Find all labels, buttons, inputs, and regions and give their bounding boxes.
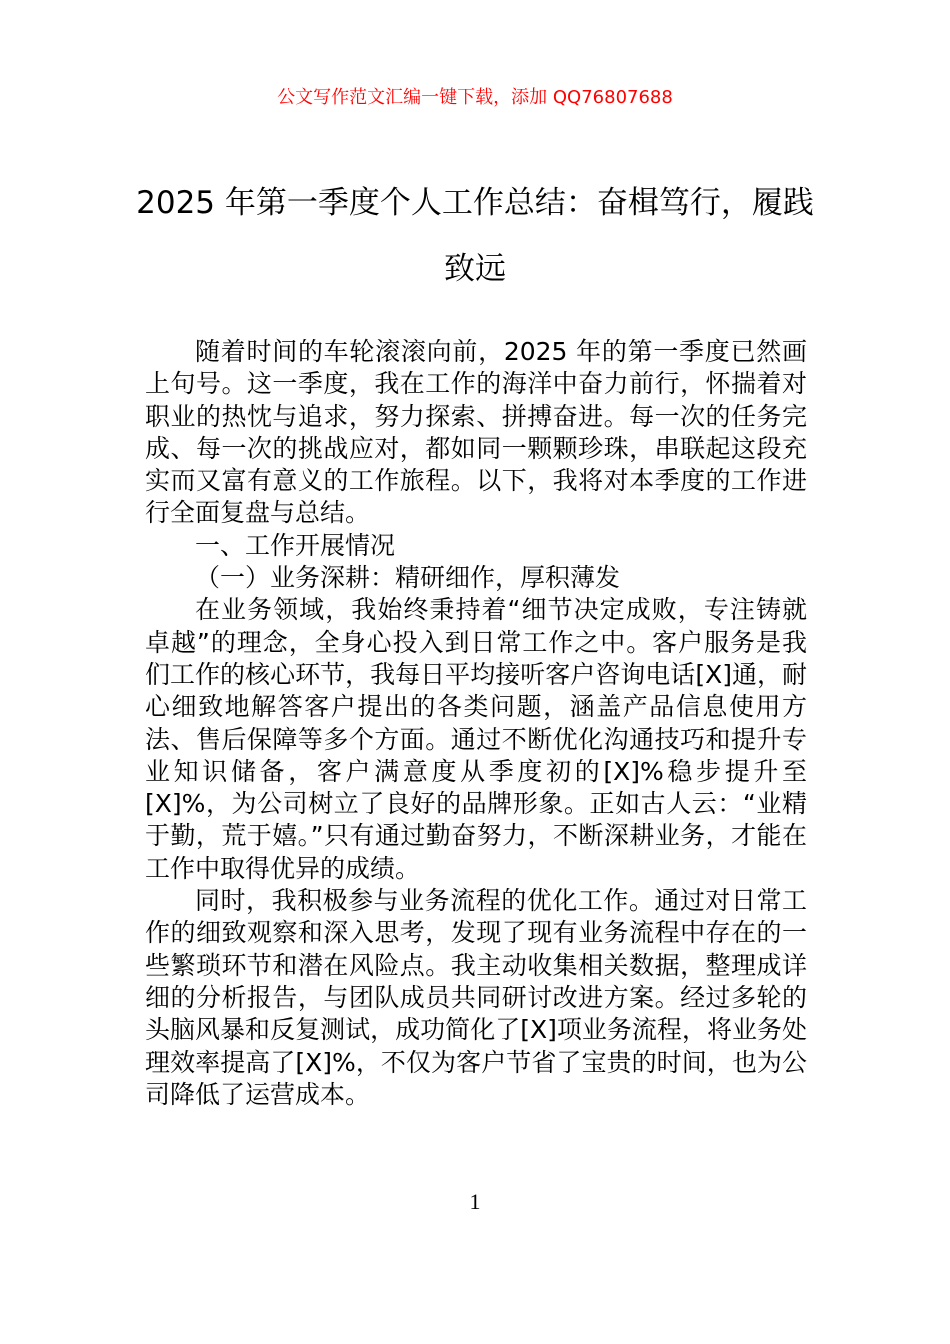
page-number: 1 (469, 1189, 481, 1214)
subsection-heading: （一）业务深耕：精研细作，厚积薄发 (195, 563, 621, 593)
section-heading: 一、工作开展情况 (195, 530, 396, 560)
intro-paragraph: 随着时间的车轮滚滚向前，2025 年的第一季度已然画上句号。这一季度，我在工作的海洋中奋力前行，怀揣着对职业的热忱与追求，努力探索、拼搏奋进。每一次的任务完成、每一次的挑战应对，都如同一颗颗珍珠，串联起这段充实而又富有意义的工作旅程。以下，我将对本季度的工作进行全面复盘与总结。 (145, 337, 807, 528)
body-paragraph: 在业务领域，我始终秉持着“细节决定成败，专注铸就卓越”的理念，全身心投入到日常工作之中。客户服务是我们工作的核心环节，我每日平均接听客户咨询电话[X]通，耐心细致地解答客户提出的各类问题，涵盖产品信息使用方法、售后保障等多个方面。通过不断优化沟通技巧和提升专业知识储备，客户满意度从季度初的[X]%稳步提升至[X]%，为公司树立了良好的品牌形象。正如古人云：“业精于勤，荒于嬉。”只有通过勤奋努力，不断深耕业务，才能在工作中取得优异的成绩。 (145, 595, 807, 883)
document-title: 2025 年第一季度个人工作总结：奋楫笃行，履践致远 (136, 185, 814, 287)
body-paragraph: 同时，我积极参与业务流程的优化工作。通过对日常工作的细致观察和深入思考，发现了现有业务流程中存在的一些繁琐环节和潜在风险点。我主动收集相关数据，整理成详细的分析报告，与团队成员共同研讨改进方案。经过多轮的头脑风暴和反复测试，成功简化了[X]项业务流程，将业务处理效率提高了[X]%，不仅为客户节省了宝贵的时间，也为公司降低了运营成本。 (145, 886, 807, 1109)
download-notice: 公文写作范文汇编一键下载，添加 QQ76807688 (277, 87, 673, 108)
document-body (145, 336, 807, 1111)
